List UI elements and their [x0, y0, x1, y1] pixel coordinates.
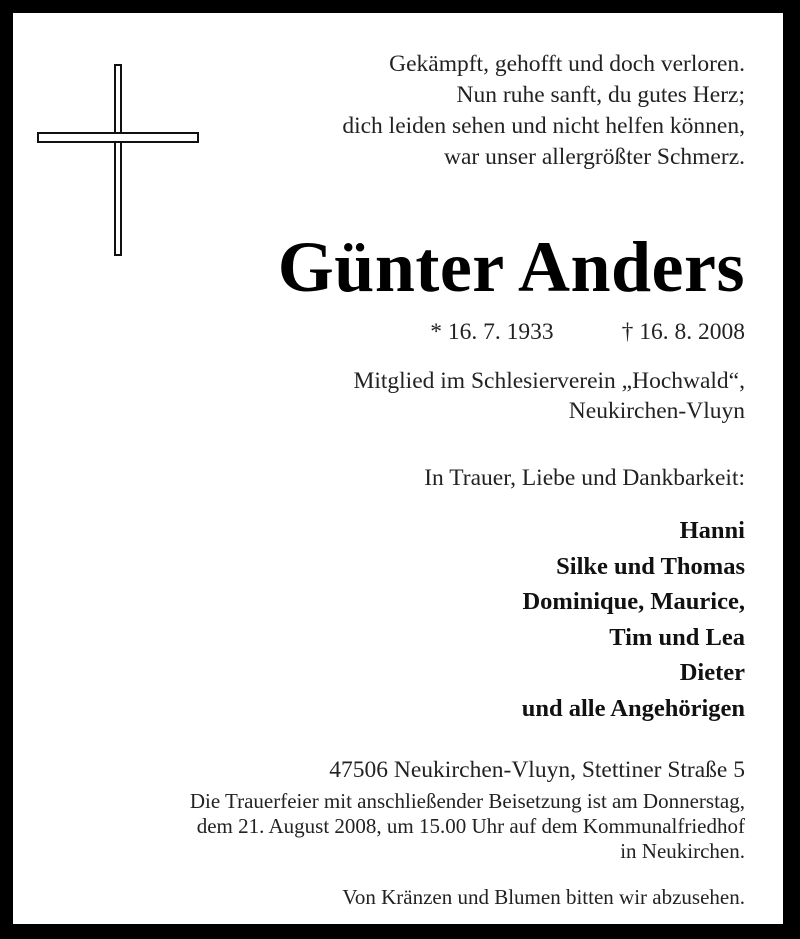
memorial-poem [342, 49, 745, 173]
mourners-intro: In Trauer, Liebe und Dankbarkeit: [424, 465, 745, 491]
mourner: Dieter [679, 659, 745, 686]
deceased-name: Günter Anders [277, 227, 745, 307]
mourners-list [522, 513, 745, 726]
poem-line: dich leiden sehen und nicht helfen können, [342, 113, 745, 139]
mourner: Silke und Thomas [556, 552, 745, 580]
membership-info [353, 366, 745, 426]
mourner: Dominique, Maurice, [522, 588, 745, 615]
poem-line: war unser allergrößter Schmerz. [443, 144, 745, 170]
mourner: Hanni [679, 517, 745, 544]
membership-line: Mitglied im Schlesierverein „Hochwald“, [353, 368, 745, 394]
funeral-info [190, 789, 745, 864]
family-address: 47506 Neukirchen-Vluyn, Stettiner Straße 5 [329, 757, 745, 783]
mourner: und alle Angehörigen [521, 694, 745, 722]
obituary-notice [13, 13, 783, 924]
poem-line: Gekämpft, gehofft und doch verloren. [389, 51, 745, 77]
birth-date: * 16. 7. 1933 [430, 319, 554, 345]
life-dates [430, 317, 745, 347]
closing-note: Von Kränzen und Blumen bitten wir abzusehen. [342, 885, 745, 909]
mourner: Tim und Lea [609, 623, 745, 651]
funeral-line: Die Trauerfeier mit anschließender Beisetzung ist am Donnerstag, [189, 789, 745, 813]
cross-icon [37, 64, 199, 258]
funeral-line: dem 21. August 2008, um 15.00 Uhr auf dem Kommunalfriedhof [196, 814, 745, 838]
poem-line: Nun ruhe sanft, du gutes Herz; [456, 82, 745, 108]
death-date: † 16. 8. 2008 [621, 319, 745, 345]
membership-line: Neukirchen-Vluyn [568, 398, 745, 424]
funeral-line: in Neukirchen. [620, 839, 745, 863]
